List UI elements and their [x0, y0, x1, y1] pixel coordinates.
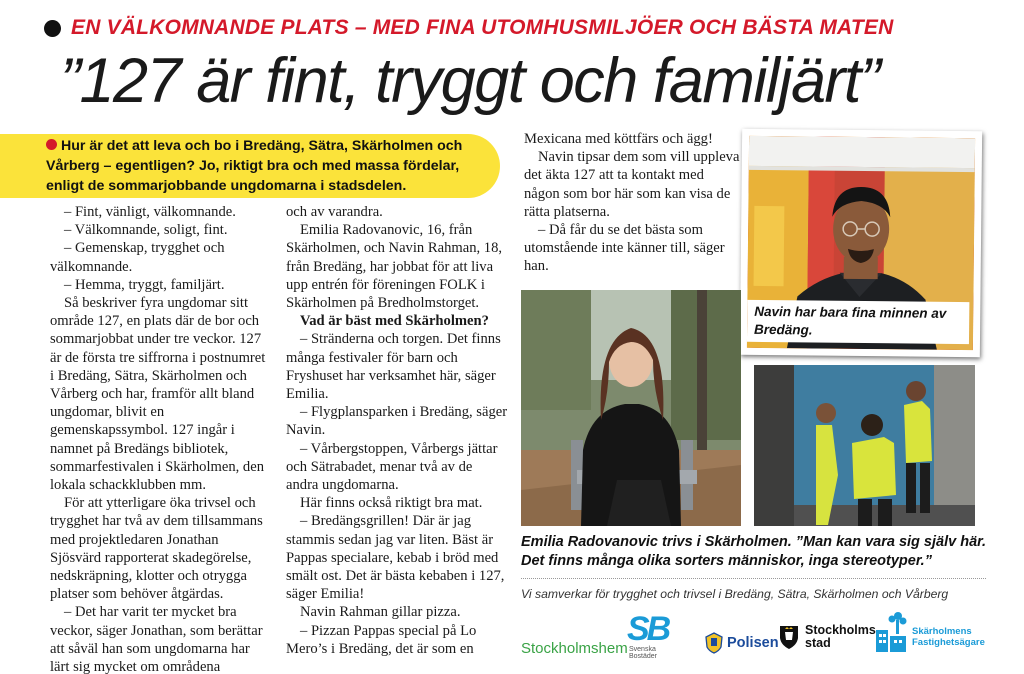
- skarholmens-fastighetsagare-logo: [874, 608, 985, 654]
- paragraph: – Stränderna och torgen. Det finns många festivaler för barn och Fryshuset har verksamhet här, säger Emilia.: [286, 331, 501, 403]
- subheading: Vad är bäst med Skärholmen?: [300, 313, 489, 330]
- paragraph: – Då får du se det bästa som utomstående inte känner till, säger han.: [524, 222, 725, 275]
- red-bullet-icon: [46, 139, 57, 150]
- portrait-image: [747, 136, 975, 350]
- paragraph: – Bredängsgrillen! Där är jag stammis sedan jag var liten. Bäst är Pappas specialare, kebab i bröd med smält ost. Det är bästa kebaben i 127, säger Emilia!: [286, 513, 505, 603]
- sb-sub: Svenska Bostäder: [629, 646, 658, 660]
- svenska-bostader-logo: [627, 612, 685, 660]
- divider: [521, 578, 986, 579]
- city-crest-icon: [778, 624, 800, 650]
- photo-caption-emilia: Emilia Radovanovic trivs i Skärholmen. ”Man kan vara sig själv här. Det finns många olika sorters människor, inga stereotyper.”: [521, 534, 986, 569]
- bullet-dot: [44, 20, 61, 37]
- stockholms-line: Stockholms: [805, 623, 876, 637]
- police-badge-icon: [705, 632, 723, 654]
- houses-tree-icon: [874, 608, 908, 654]
- paragraph: Här finns också riktigt bra mat.: [300, 495, 483, 512]
- paragraph: – Gemenskap, trygghet och välkomnande.: [50, 240, 225, 275]
- text-column-1: [50, 203, 272, 674]
- paragraph: Så beskriver fyra ungdomar sitt område 127, en plats där de bor och sommarjobbat under tre veckor. 127 är de första tre siffrorna i postnumret i Bredäng, Sätra, Skärholmen och Vårberg och har, framför allt bland ungdomar, blivit en gemenskapssymbol. 127 ingår i namnet på Bredängs bibliotek, sommarfestivalen i Skärholmen, den lokala schackklubben mm.: [50, 295, 266, 494]
- paragraph: Navin tipsar dem som vill uppleva det äkta 127 att ta kontakt med någon som bor här som kan visa de rätta platserna.: [524, 149, 740, 220]
- paragraph: Navin Rahman gillar pizza.: [300, 604, 461, 621]
- fastighetsagare-label: [912, 626, 985, 648]
- workers-illustration: [754, 365, 975, 526]
- partner-statement: Vi samverkar för trygghet och trivsel i Bredäng, Sätra, Skärholmen och Vårberg: [521, 587, 949, 601]
- ingress-text: Hur är det att leva och bo i Bredäng, Sätra, Skärholmen och Vårberg – egentligen? Jo, riktigt bra och med massa fördelar, enligt de sommarjobbande ungdomarna i stadsdelen.: [46, 138, 463, 194]
- stockholmshem-logo: Stockholmshem: [521, 640, 628, 657]
- paragraph: Mexicana med köttfärs och ägg!: [524, 131, 713, 147]
- text-column-2: [286, 203, 508, 658]
- text-column-3: [524, 130, 742, 276]
- caption-text: Navin har bara fina minnen av Bredäng.: [754, 303, 947, 338]
- photo-workers: [754, 365, 975, 526]
- polisen-label: Polisen: [727, 635, 779, 651]
- polisen-logo: [705, 632, 779, 654]
- skarholmens-line: Skärholmens: [912, 626, 972, 637]
- paragraph: För att ytterligare öka trivsel och trygghet har två av dem tillsammans med projektledaren Jonathan Sjösvärd rapporterat skadegörelse, nedskräpning, klotter och otrygga platser som behöver åtgärdas.: [50, 495, 263, 603]
- article-headline: ”127 är fint, tryggt och familjärt”: [60, 46, 880, 116]
- article-ingress: [0, 134, 500, 198]
- paragraph: – Vårbergstoppen, Vårbergs jättar och Sätrabadet, menar två av de andra ungdomarna.: [286, 440, 498, 494]
- photo-caption-navin: [747, 300, 969, 344]
- paragraph: – Pizzan Pappas special på Lo Mero’s i Bredäng, det är som en: [286, 622, 477, 657]
- paragraph: – Fint, vänligt, välkomnande.: [64, 204, 236, 220]
- stockholms-stad-label: [805, 624, 876, 650]
- emilia-illustration: [521, 290, 741, 526]
- stad-line: stad: [805, 636, 831, 650]
- paragraph: Emilia Radovanovic, 16, från Skärholmen, och Navin Rahman, 18, från Bredäng, har jobbat för att liva upp entrén för föreningen FOLK i Skärholmen på Bredholmstorget.: [286, 222, 503, 312]
- stockholms-stad-logo: [778, 624, 876, 650]
- paragraph: – Välkomnande, soligt, fint.: [64, 222, 228, 239]
- partner-logos: [521, 608, 991, 663]
- fastighetsagare-line: Fastighetsägare: [912, 637, 985, 648]
- paragraph: – Det har varit ter mycket bra veckor, säger Jonathan, som berättar att såväl han som ungdomarna har lärt sig mycket om områdena: [50, 604, 263, 674]
- sb-mark: SB: [627, 610, 669, 648]
- paragraph: och av varandra.: [286, 204, 383, 220]
- paragraph: – Hemma, tryggt, familjärt.: [64, 276, 225, 293]
- photo-navin: [740, 129, 982, 358]
- paragraph: – Flygplansparken i Bredäng, säger Navin.: [286, 404, 508, 439]
- photo-emilia: [521, 290, 741, 526]
- kicker-text: EN VÄLKOMNANDE PLATS – MED FINA UTOMHUSMILJÖER OCH BÄSTA MATEN: [71, 16, 894, 39]
